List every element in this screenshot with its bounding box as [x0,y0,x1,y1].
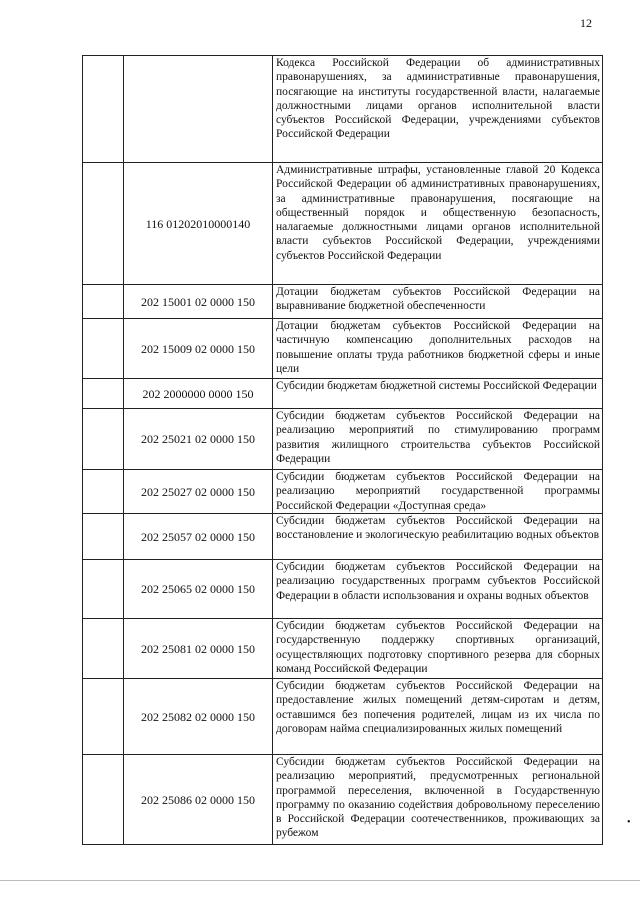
description-cell: Субсидии бюджетам бюджетной системы Российской Федерации [273,379,603,409]
code-cell: 202 25021 02 0000 150 [124,409,273,470]
description-cell: Субсидии бюджетам субъектов Российской Федерации на реализацию мероприятий, предусмотренных региональной программой переселения, включенной в Государственную программу по оказанию содействия добровольному переселению в Российской Федерации соотечественников, проживающих за рубежом [273,755,603,845]
blank-cell [83,319,124,379]
description-cell: Дотации бюджетам субъектов Российской Федерации на частичную компенсацию дополнительных расходов на повышение оплаты труда работников бюджетной сферы и иные цели [273,319,603,379]
table-row [83,163,603,285]
table-row [83,679,603,755]
blank-cell [83,514,124,560]
blank-cell [83,285,124,319]
table-row [83,514,603,560]
blank-cell [83,379,124,409]
blank-cell [83,679,124,755]
description-cell: Субсидии бюджетам субъектов Российской Федерации на реализацию государственных программ субъектов Российской Федерации в области использования и охраны водных объектов [273,560,603,619]
scan-mark: • [627,817,631,828]
code-cell: 202 2000000 0000 150 [124,379,273,409]
table-row [83,755,603,845]
bottom-rule [0,880,640,881]
blank-cell [83,619,124,679]
table-row [83,470,603,514]
code-cell: 202 15009 02 0000 150 [124,319,273,379]
blank-cell [83,163,124,285]
code-cell [124,56,273,163]
code-cell: 202 25057 02 0000 150 [124,514,273,560]
code-cell: 202 25027 02 0000 150 [124,470,273,514]
description-cell: Субсидии бюджетам субъектов Российской Федерации на реализацию мероприятий государственной программы Российской Федерации «Доступная среда» [273,470,603,514]
code-cell: 116 01202010000140 [124,163,273,285]
code-cell: 202 15001 02 0000 150 [124,285,273,319]
blank-cell [83,755,124,845]
description-cell: Субсидии бюджетам субъектов Российской Федерации на государственную поддержку спортивных организаций, осуществляющих подготовку спортивного резерва для сборных команд Российской Федерации [273,619,603,679]
budget-classification-table [82,55,603,845]
description-cell: Административные штрафы, установленные главой 20 Кодекса Российской Федерации об административных правонарушениях, за административные правонарушения, посягающие на общественный порядок и общественную безопасность, налагаемые должностными лицами органов исполнительной власти субъектов Российской Федерации, учреждениями субъектов Российской Федерации [273,163,603,285]
description-cell: Субсидии бюджетам субъектов Российской Федерации на восстановление и экологическую реабилитацию водных объектов [273,514,603,560]
table-row [83,619,603,679]
description-cell: Субсидии бюджетам субъектов Российской Федерации на предоставление жилых помещений детям-сиротам и детям, оставшимся без попечения родителей, лицам из их числа по договорам найма специализированных жилых помещений [273,679,603,755]
description-cell: Субсидии бюджетам субъектов Российской Федерации на реализацию мероприятий по стимулированию программ развития жилищного строительства субъектов Российской Федерации [273,409,603,470]
table-row [83,285,603,319]
blank-cell [83,560,124,619]
table-row [83,379,603,409]
page-number: 12 [580,16,592,30]
description-cell: Кодекса Российской Федерации об административных правонарушениях, за административные правонарушения, посягающие на институты государственной власти, налагаемые должностными лицами органов исполнительной власти субъектов Российской Федерации, учреждениями субъектов Российской Федерации [273,56,603,163]
blank-cell [83,470,124,514]
table-row [83,56,603,163]
code-cell: 202 25086 02 0000 150 [124,755,273,845]
code-cell: 202 25081 02 0000 150 [124,619,273,679]
blank-cell [83,409,124,470]
table-row [83,319,603,379]
table-row [83,560,603,619]
table-row [83,409,603,470]
code-cell: 202 25065 02 0000 150 [124,560,273,619]
code-cell: 202 25082 02 0000 150 [124,679,273,755]
blank-cell [83,56,124,163]
description-cell: Дотации бюджетам субъектов Российской Федерации на выравнивание бюджетной обеспеченности [273,285,603,319]
